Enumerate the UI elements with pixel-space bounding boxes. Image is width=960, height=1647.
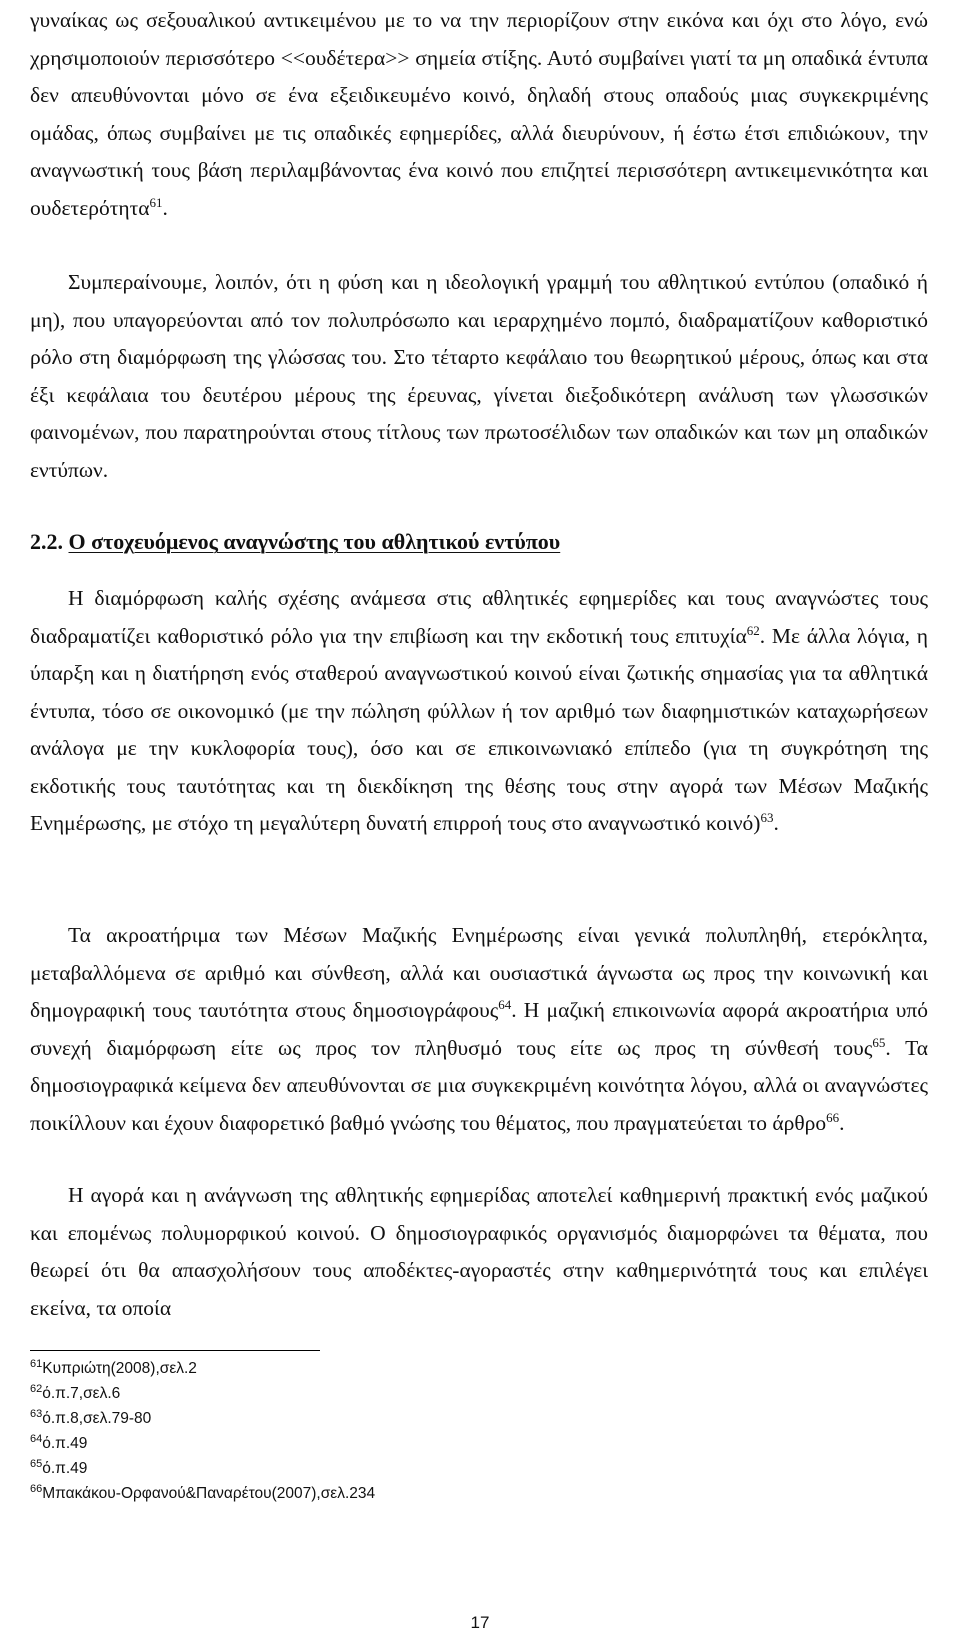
footnote-item bbox=[30, 1431, 730, 1456]
footnote-text: ό.π.49 bbox=[42, 1460, 88, 1477]
footnote-number: 62 bbox=[30, 1382, 43, 1395]
footnote-ref-61: 61 bbox=[149, 194, 163, 210]
footnote-item bbox=[30, 1456, 730, 1481]
footnote-item bbox=[30, 1356, 730, 1381]
paragraph-1-text: γυναίκας ως σεξουαλικού αντικειμένου με το να την περιορίζουν στην εικόνα και όχι στο λόγο, ενώ χρησιμοποιούν περισσότερο <<ουδέτερα>> σημεία στίξης. Αυτό συμβαίνει γιατί τα μη οπαδικά έντυπα δεν απευθύνονται μόνο σε ένα εξειδικευμένο κοινό, δηλαδή στους οπαδούς μιας συγκεκριμένης ομάδας, όπως συμβαίνει με τις οπαδικές εφημερίδες, αλλά διευρύνουν, ή έστω έτσι επιδιώκουν, την αναγνωστική τους βάση περιλαμβάνοντας ένα κοινό που επιζητεί περισσότερη αντικειμενικότητα και ουδετερότητα bbox=[30, 8, 928, 220]
paragraph-4-text-b: . Η μαζική επικοινωνία αφορά ακροατήρια υπό συνεχή διαμόρφωση είτε ως προς τον πληθυσμό τους είτε ως προς τη σύνθεσή τους bbox=[30, 998, 929, 1060]
paragraph-4-text-a: Τα ακροατήριμα των Μέσων Μαζικής Ενημέρωσης είναι γενικά πολυπληθή, ετερόκλητα, μεταβαλλόμενα σε αριθμό και σύνθεση, αλλά και ουσιαστικά άγνωστα ως προς την κοινωνική και δημογραφική τους ταυτότητα στους δημοσιογράφους bbox=[30, 923, 928, 1022]
footnote-ref-63: 63 bbox=[760, 809, 774, 825]
footnote-text: Κυπριώτη(2008),σελ.2 bbox=[42, 1360, 197, 1377]
paragraph-3-text-a: Η διαμόρφωση καλής σχέσης ανάμεσα στις αθλητικές εφημερίδες και τους αναγνώστες τους διαδραματίζει καθοριστικό ρόλο για την επιβίωση και την εκδοτική τους επιτυχία bbox=[30, 586, 928, 648]
paragraph-3-text-b: . Με άλλα λόγια, η ύπαρξη και η διατήρηση ενός σταθερού αναγνωστικού κοινού είναι ζωτικής σημασίας για τα αθλητικά έντυπα, τόσο σε οικονομικό (με την πώληση φύλλων ή τον αριθμό των διαφημιστικών καταχωρήσεων ανάλογα με την κυκλοφορία τους), όσο και σε επικοινωνιακό επίπεδο (για τη συγκρότηση της εκδοτικής τους ταυτότητας και τη διεκδίκηση της θέσης τους στην αγορά των Μέσων Μαζικής Ενημέρωσης, με στόχο τη μεγαλύτερη δυνατή επιρροή τους στο αναγνωστικό κοινό) bbox=[30, 623, 928, 835]
footnote-text: ό.π.7,σελ.6 bbox=[42, 1385, 121, 1402]
paragraph-4-text-c: . Τα δημοσιογραφικά κείμενα δεν απευθύνονται σε μια συγκεκριμένη κοινότητα λόγου, αλλά οι αναγνώστες ποικίλλουν και έχουν διαφορετικό βαθμό γνώσης του θέματος, που πραγματεύεται το άρθρο bbox=[30, 1035, 928, 1135]
paragraph-4 bbox=[30, 917, 928, 1142]
footnote-separator bbox=[30, 1350, 320, 1351]
footnotes bbox=[30, 1356, 730, 1506]
section-title: Ο στοχευόμενος αναγνώστης του αθλητικού εντύπου bbox=[68, 529, 561, 554]
paragraph-2: Συμπεραίνουμε, λοιπόν, ότι η φύση και η ιδεολογική γραμμή του αθλητικού εντύπου (οπαδικό ή μη), που υπαγορεύονται από τον πολυπρόσωπο και ιεραρχημένο πομπό, διαδραματίζουν καθοριστικό ρόλο στη διαμόρφωση της γλώσσας του. Στο τέταρτο κεφάλαιο του θεωρητικού μέρους, όπως και στα έξι κεφάλαια του δευτέρου μέρους της έρευνας, γίνεται διεξοδικότερη ανάλυση των γλωσσικών φαινομένων, που παρατηρούνται στους τίτλους των πρωτοσέλιδων των οπαδικών και των μη οπαδικών εντύπων. bbox=[30, 270, 928, 482]
paragraph-3 bbox=[30, 580, 928, 843]
footnote-ref-65: 65 bbox=[872, 1034, 886, 1050]
footnote-text: ό.π.8,σελ.79-80 bbox=[42, 1410, 152, 1427]
footnote-item bbox=[30, 1406, 730, 1431]
paragraph-4-text-d: . bbox=[839, 1110, 845, 1135]
section-heading bbox=[30, 523, 928, 560]
section-number: 2.2. bbox=[30, 529, 63, 554]
paragraph-5: Η αγορά και η ανάγνωση της αθλητικής εφημερίδας αποτελεί καθημερινή πρακτική ενός μαζικού και επομένως πολυμορφικού κοινού. Ο δημοσιογραφικός οργανισμός διαμορφώνει τα θέματα, που θεωρεί ότι θα απασχολήσουν τους αποδέκτες-αγοραστές στην καθημερινότητά τους και επιλέγει εκείνα, τα οποία bbox=[30, 1183, 928, 1320]
footnote-number: 63 bbox=[30, 1407, 43, 1420]
paragraph-3-text-c: . bbox=[773, 811, 779, 835]
footnote-ref-62: 62 bbox=[746, 622, 760, 638]
footnote-text: ό.π.49 bbox=[42, 1435, 88, 1452]
footnote-ref-64: 64 bbox=[498, 996, 512, 1012]
footnote-text: Μπακάκου-Ορφανού&Παναρέτου(2007),σελ.234 bbox=[42, 1485, 376, 1502]
paragraph-1-end: . bbox=[162, 195, 168, 220]
footnote-number: 64 bbox=[30, 1432, 43, 1445]
footnote-item bbox=[30, 1381, 730, 1406]
page-number: 17 bbox=[470, 1613, 490, 1632]
footnote-item bbox=[30, 1481, 730, 1506]
footnote-number: 66 bbox=[30, 1482, 43, 1495]
footnote-number: 61 bbox=[30, 1357, 43, 1370]
footnote-ref-66: 66 bbox=[826, 1109, 840, 1125]
paragraph-1 bbox=[30, 2, 928, 227]
footnote-number: 65 bbox=[30, 1457, 43, 1470]
